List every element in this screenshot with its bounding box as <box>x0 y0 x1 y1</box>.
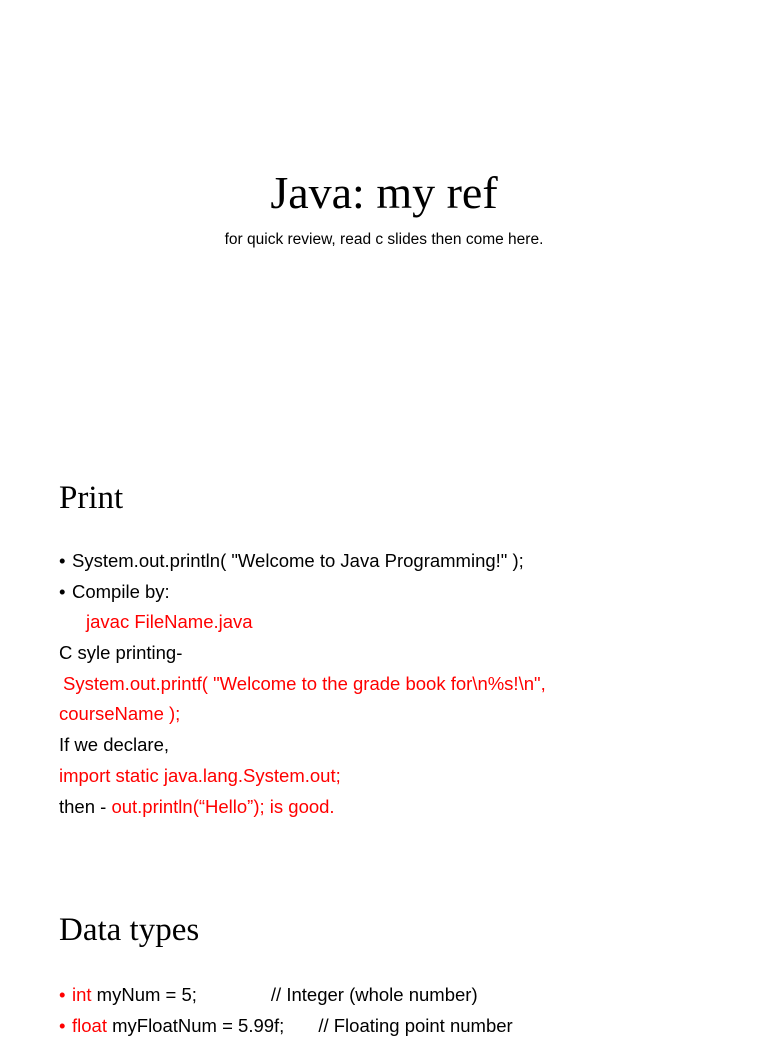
bullet-line <box>59 546 749 577</box>
body-text-line: C syle printing- <box>59 642 183 664</box>
type-keyword: float <box>72 1014 107 1036</box>
println-code: out.println(“Hello”); is good. <box>111 795 335 817</box>
bullet-icon: • <box>59 580 66 602</box>
bullet-line <box>59 577 749 608</box>
slide-title: Java: my ref <box>270 167 498 218</box>
bullet-line <box>59 980 749 1011</box>
code-text: myFloatNum = 5.99f; <box>106 1014 285 1036</box>
printf-code-continued: courseName ); <box>59 703 181 725</box>
data-types-slide <box>0 866 768 1036</box>
bullet-icon: • <box>59 550 66 571</box>
code-text: System.out.println( "Welcome to Java Programming!" ); <box>72 550 524 571</box>
import-code: import static java.lang.System.out; <box>59 764 341 786</box>
code-comment: // Floating point number <box>318 1014 513 1036</box>
code-comment: // Integer (whole number) <box>270 984 478 1005</box>
bullet-icon: • <box>59 984 66 1005</box>
printf-code: System.out.printf( "Welcome to the grade book for\n%s!\n", <box>63 672 546 694</box>
compile-command: javac FileName.java <box>86 611 253 633</box>
body-text-line: If we declare, <box>59 734 170 756</box>
print-slide <box>0 432 768 866</box>
section-heading-data-types: Data types <box>59 912 200 948</box>
body-text-line <box>59 792 749 823</box>
body-text-line: Compile by: <box>72 580 170 602</box>
slide-subtitle: for quick review, read c slides then come here. <box>224 231 544 248</box>
then-label: then - <box>59 795 112 817</box>
title-slide <box>0 0 768 432</box>
code-text: myNum = 5; <box>91 984 197 1005</box>
slide-body <box>59 546 749 822</box>
section-heading-print: Print <box>59 480 124 516</box>
type-keyword: int <box>72 984 92 1005</box>
bullet-line <box>59 1011 749 1041</box>
bullet-icon: • <box>59 1014 66 1036</box>
slide-body <box>59 980 749 1041</box>
